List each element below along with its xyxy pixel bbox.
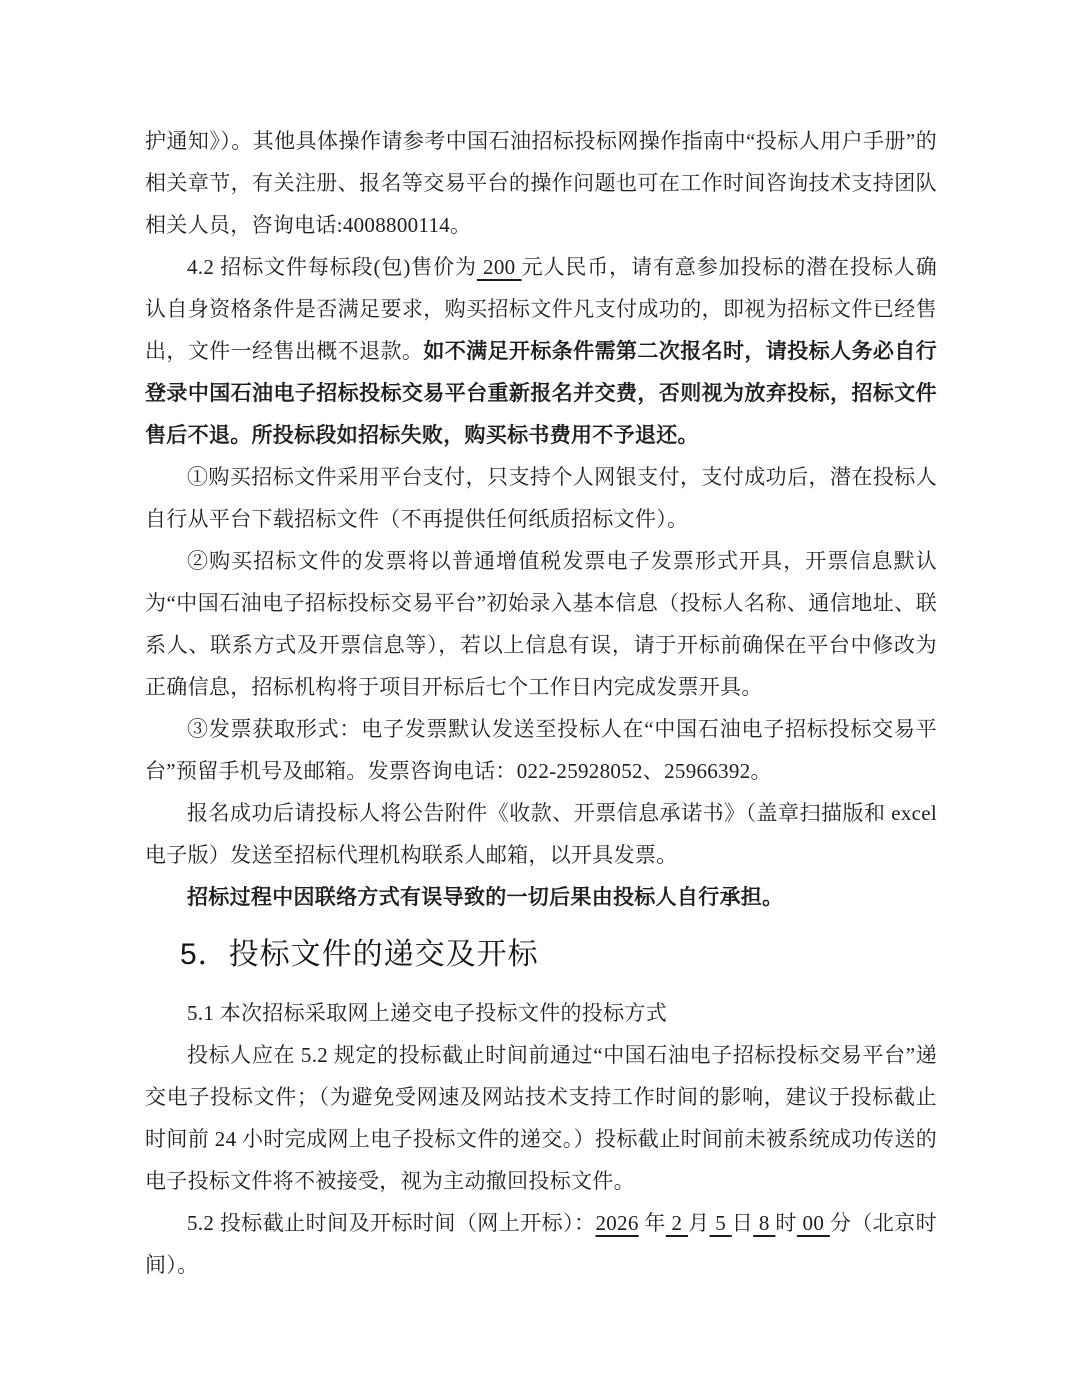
paragraph — [145, 1202, 937, 1286]
text-run: 2026 — [595, 1211, 639, 1235]
paragraph — [145, 1034, 937, 1202]
text-run: 2 — [665, 1211, 689, 1235]
text-run: 00 — [796, 1211, 830, 1235]
text-run: 分（北京时间）。 — [145, 1211, 937, 1277]
text-run: 投标人应在 5.2 规定的投标截止时间前通过“中国石油电子招标投标交易平台”递交电子投标文件；（为避免受网速及网站技术支持工作时间的影响，建议于投标截止时间前 24 小时完成网上电子投标文件的递交。）投标截止时间前未被系统成功传送的电子投标文件将不被接受，视为主动撤回投标文件。 — [145, 1043, 937, 1193]
text-run: 报名成功后请投标人将公告附件《收款、开票信息承诺书》（盖章扫描版和 excel 电子版）发送至招标代理机构联系人邮箱，以开具发票。 — [145, 801, 937, 867]
text-run: 5 — [709, 1211, 732, 1235]
text-run: 如不满足开标条件需第二次报名时，请投标人务必自行登录中国石油电子招标投标交易平台重新报名并交费，否则视为放弃投标，招标文件售后不退。所投标段如招标失败，购买标书费用不予退还。 — [145, 339, 937, 447]
paragraph — [145, 246, 937, 456]
text-run: 8 — [753, 1211, 776, 1235]
text-run: ③发票获取形式：电子发票默认发送至投标人在“中国石油电子招标投标交易平台”预留手机号及邮箱。发票咨询电话：022-25928052、25966392。 — [145, 717, 937, 783]
text-run: 4.2 招标文件每标段(包)售价为 — [187, 255, 477, 279]
text-run: 元人民币，请有意参加投标的潜在投标人确认自身资格条件是否满足要求，购买招标文件凡支付成功的，即视为招标文件已经售出，文件一经售出概不退款。 — [145, 255, 938, 363]
paragraph — [145, 120, 937, 246]
text-run: 时 — [775, 1211, 797, 1235]
text-run: ①购买招标文件采用平台支付，只支持个人网银支付，支付成功后，潜在投标人自行从平台下载招标文件（不再提供任何纸质招标文件）。 — [145, 465, 937, 531]
text-run: 200 — [476, 255, 522, 279]
text-run: 5．投标文件的递交及开标 — [180, 938, 539, 971]
paragraph — [145, 792, 937, 876]
text-run: 5.2 投标截止时间及开标时间（网上开标）： — [187, 1211, 596, 1235]
text-run: 5.1 本次招标采取网上递交电子投标文件的投标方式 — [187, 1001, 667, 1025]
document-body — [145, 120, 937, 1286]
paragraph — [145, 992, 937, 1034]
text-run: 月 — [688, 1211, 710, 1235]
text-run: ②购买招标文件的发票将以普通增值税发票电子发票形式开具，开票信息默认为“中国石油电子招标投标交易平台”初始录入基本信息（投标人名称、通信地址、联系人、联系方式及开票信息等），若以上信息有误，请于开标前确保在平台中修改为正确信息，招标机构将于项目开标后七个工作日内完成发票开具。 — [145, 549, 937, 699]
text-run: 护通知》）。其他具体操作请参考中国石油招标投标网操作指南中“投标人用户手册”的相关章节，有关注册、报名等交易平台的操作问题也可在工作时间咨询技术支持团队相关人员，咨询电话:4008800114。 — [145, 129, 937, 237]
paragraph — [145, 540, 937, 708]
paragraph — [145, 708, 937, 792]
text-run: 招标过程中因联络方式有误导致的一切后果由投标人自行承担。 — [187, 885, 784, 909]
paragraph — [145, 456, 937, 540]
text-run: 日 — [731, 1211, 754, 1235]
text-run: 年 — [638, 1211, 666, 1235]
paragraph — [145, 876, 937, 918]
section-heading — [145, 924, 937, 986]
